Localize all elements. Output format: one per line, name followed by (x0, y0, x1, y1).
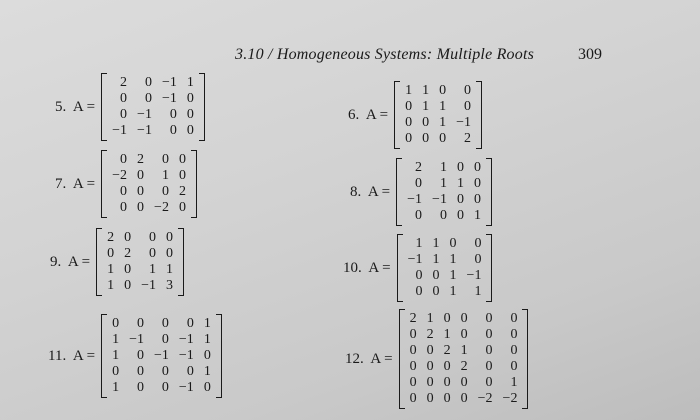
matrix-table (403, 236, 487, 300)
matrix-entry: −2 (502, 391, 518, 406)
matrix-entry: 1 (422, 83, 430, 98)
problem-label: 11. A = (48, 347, 96, 364)
matrix-entry: 0 (426, 359, 434, 374)
matrix-entry: 2 (464, 131, 472, 146)
matrix-entry: 1 (166, 262, 174, 277)
matrix-entry: 0 (439, 83, 447, 98)
matrix-entry: 1 (432, 252, 440, 267)
matrix-entry: 0 (405, 99, 413, 114)
matrix-entry: 1 (473, 208, 481, 223)
matrix-entry: 0 (510, 343, 518, 358)
matrix-entry: 0 (161, 364, 169, 379)
matrix-entry: 0 (166, 246, 174, 261)
matrix-row (403, 284, 487, 300)
matrix-row (102, 278, 178, 294)
matrix-entry: 1 (456, 176, 464, 191)
matrix-table (107, 316, 216, 396)
matrix-entry: 2 (178, 184, 186, 199)
matrix-entry: −1 (137, 123, 152, 138)
matrix-entry: 0 (409, 359, 417, 374)
matrix-entry: 0 (443, 375, 451, 390)
matrix-entry: 0 (161, 316, 169, 331)
matrix-entry: 0 (186, 364, 194, 379)
matrix-entry: 0 (422, 131, 430, 146)
matrix-entry: 0 (426, 375, 434, 390)
matrix-row (102, 230, 178, 246)
matrix-entry: 0 (485, 375, 493, 390)
matrix-entry: 2 (107, 230, 115, 245)
matrix-entry: 0 (178, 168, 186, 183)
matrix-entry: −1 (141, 278, 157, 293)
matrix-entry: 1 (203, 364, 211, 379)
matrix-row (107, 184, 191, 200)
matrix-row (402, 208, 486, 224)
matrix-row (403, 268, 487, 284)
matrix-entry: −1 (161, 75, 177, 90)
matrix-table (107, 152, 191, 216)
matrix-entry: 1 (432, 236, 440, 251)
matrix-entry: −2 (154, 200, 169, 215)
problem-7 (55, 150, 197, 218)
matrix-entry: 0 (149, 230, 157, 245)
matrix-entry: −1 (466, 268, 482, 283)
matrix-row (403, 252, 487, 268)
matrix-entry: 1 (449, 268, 457, 283)
matrix-entry: 1 (107, 262, 115, 277)
problem-9 (50, 228, 184, 296)
matrix-entry: 2 (137, 152, 145, 167)
matrix-entry: 0 (144, 91, 152, 106)
matrix-entry: 0 (137, 380, 144, 395)
matrix-entry: 0 (149, 246, 157, 261)
matrix-entry: 0 (186, 91, 194, 106)
problem-label: 8. A = (350, 183, 391, 200)
matrix-entry: 0 (112, 316, 120, 331)
matrix-row (107, 168, 191, 184)
matrix-entry: 0 (107, 246, 115, 261)
matrix-entry: 1 (161, 168, 169, 183)
matrix-row (107, 364, 216, 380)
matrix-entry: 0 (137, 348, 144, 363)
matrix-entry: 1 (443, 327, 451, 342)
matrix-entry: −1 (456, 115, 472, 130)
matrix-entry: 0 (456, 208, 464, 223)
matrix-entry: −1 (137, 107, 152, 122)
matrix (396, 158, 492, 226)
matrix-entry: 0 (409, 391, 417, 406)
matrix-entry: 0 (432, 268, 440, 283)
matrix-entry: 1 (439, 99, 447, 114)
matrix-entry: 1 (449, 284, 457, 299)
matrix-entry: 0 (409, 375, 417, 390)
matrix-entry: 0 (485, 359, 493, 374)
matrix-entry: 0 (186, 123, 194, 138)
matrix-entry: 1 (439, 115, 447, 130)
matrix-entry: −1 (178, 348, 194, 363)
matrix-entry: 1 (203, 332, 211, 347)
matrix-row (402, 192, 486, 208)
matrix-row (400, 83, 476, 99)
matrix-entry: 0 (137, 168, 145, 183)
matrix-entry: 1 (439, 176, 447, 191)
matrix-entry: 0 (166, 230, 174, 245)
matrix-entry: 0 (460, 327, 468, 342)
matrix-entry: 0 (485, 327, 493, 342)
problem-label: 6. A = (348, 106, 389, 123)
matrix-entry: 1 (112, 380, 120, 395)
matrix-entry: 1 (510, 375, 518, 390)
matrix-entry: 1 (426, 311, 434, 326)
matrix-entry: 0 (426, 343, 434, 358)
matrix-table (102, 230, 178, 294)
matrix-entry: 0 (169, 123, 177, 138)
matrix-entry: 0 (203, 380, 211, 395)
problem-label: 5. A = (55, 98, 96, 115)
matrix-row (107, 75, 199, 91)
matrix-entry: 0 (137, 184, 145, 199)
matrix-entry: 2 (460, 359, 468, 374)
matrix-entry: 0 (161, 380, 169, 395)
matrix (96, 228, 184, 296)
matrix-row (405, 391, 523, 407)
matrix-entry: 1 (439, 160, 447, 175)
matrix-row (107, 316, 216, 332)
matrix-entry: 0 (144, 75, 152, 90)
matrix-row (400, 131, 476, 147)
matrix (399, 309, 529, 409)
problem-8 (350, 158, 492, 226)
matrix-entry: −1 (129, 332, 144, 347)
matrix-entry: 2 (120, 75, 128, 90)
matrix-row (102, 246, 178, 262)
problem-label: 12. A = (345, 350, 393, 367)
matrix-entry: 0 (426, 391, 434, 406)
matrix-entry: 0 (169, 107, 177, 122)
matrix-entry: 0 (186, 107, 194, 122)
matrix-entry: −1 (112, 123, 128, 138)
matrix-entry: 2 (409, 311, 417, 326)
problem-6 (348, 81, 482, 149)
matrix-entry: 0 (186, 316, 194, 331)
matrix-row (405, 327, 523, 343)
matrix-table (402, 160, 486, 224)
matrix-entry: 0 (161, 184, 169, 199)
matrix-entry: 0 (422, 115, 430, 130)
matrix-row (107, 200, 191, 216)
matrix-entry: 0 (120, 184, 128, 199)
matrix-entry: 0 (161, 332, 169, 347)
matrix-entry: 0 (415, 176, 423, 191)
matrix-entry: 0 (443, 391, 451, 406)
matrix-entry: 0 (178, 152, 186, 167)
matrix-entry: 1 (474, 284, 482, 299)
matrix-entry: 0 (449, 236, 457, 251)
matrix-entry: 0 (124, 262, 132, 277)
matrix-entry: 0 (443, 311, 451, 326)
matrix-entry: 0 (137, 364, 144, 379)
matrix-entry: −1 (161, 91, 177, 106)
matrix-row (405, 375, 523, 391)
matrix-entry: −1 (407, 192, 423, 207)
problem-label: 7. A = (55, 175, 96, 192)
matrix-entry: 0 (460, 311, 468, 326)
matrix-entry: 0 (485, 343, 493, 358)
matrix-entry: 0 (473, 176, 481, 191)
matrix-table (400, 83, 476, 147)
matrix-row (400, 99, 476, 115)
matrix-entry: 0 (405, 115, 413, 130)
matrix-entry: −1 (154, 348, 169, 363)
matrix-entry: 0 (120, 200, 128, 215)
matrix-entry: 0 (439, 131, 447, 146)
matrix-entry: 0 (161, 152, 169, 167)
matrix-entry: 0 (456, 192, 464, 207)
matrix-entry: 0 (473, 192, 481, 207)
matrix-entry: 2 (443, 343, 451, 358)
matrix-entry: −2 (112, 168, 128, 183)
matrix-entry: 0 (473, 160, 481, 175)
matrix-row (107, 91, 199, 107)
matrix-entry: 1 (112, 332, 120, 347)
matrix-entry: 0 (474, 252, 482, 267)
matrix (101, 150, 197, 218)
matrix-row (107, 152, 191, 168)
matrix-entry: 1 (186, 75, 194, 90)
problem-5 (55, 73, 205, 141)
matrix-entry: 1 (449, 252, 457, 267)
page-title: 3.10 / Homogeneous Systems: Multiple Roots (235, 46, 535, 63)
matrix-entry: 0 (112, 364, 120, 379)
matrix-row (405, 343, 523, 359)
matrix-row (402, 160, 486, 176)
matrix-entry: 0 (460, 375, 468, 390)
matrix (101, 314, 222, 398)
matrix-entry: 0 (415, 268, 423, 283)
matrix-entry: −1 (178, 380, 194, 395)
matrix-entry: 0 (510, 359, 518, 374)
matrix-row (405, 359, 523, 375)
problem-11 (48, 314, 222, 398)
matrix-entry: 0 (120, 91, 128, 106)
matrix-entry: 0 (120, 152, 128, 167)
page-number: 309 (578, 46, 602, 63)
matrix-entry: 0 (124, 278, 132, 293)
matrix-entry: 2 (415, 160, 423, 175)
matrix-row (107, 348, 216, 364)
matrix-entry: 1 (112, 348, 120, 363)
matrix-entry: 0 (456, 160, 464, 175)
matrix (101, 73, 205, 141)
matrix-entry: 0 (124, 230, 132, 245)
problem-label: 10. A = (343, 259, 391, 276)
matrix-entry: 0 (460, 391, 468, 406)
matrix-entry: 1 (203, 316, 211, 331)
matrix (397, 234, 493, 302)
matrix-row (402, 176, 486, 192)
matrix-entry: 0 (415, 208, 423, 223)
matrix-row (107, 107, 199, 123)
matrix-entry: 0 (510, 311, 518, 326)
matrix-entry: −1 (407, 252, 423, 267)
matrix-entry: 3 (166, 278, 174, 293)
matrix (394, 81, 482, 149)
matrix-entry: 0 (464, 83, 472, 98)
matrix-entry: 1 (422, 99, 430, 114)
matrix-entry: 1 (460, 343, 468, 358)
problem-10 (343, 234, 492, 302)
problem-12 (345, 309, 528, 409)
matrix-row (107, 123, 199, 139)
matrix-entry: 2 (426, 327, 434, 342)
matrix-entry: 0 (464, 99, 472, 114)
matrix-row (107, 380, 216, 396)
matrix-entry: 0 (409, 327, 417, 342)
matrix-entry: 1 (149, 262, 157, 277)
matrix-entry: 0 (474, 236, 482, 251)
matrix-row (400, 115, 476, 131)
matrix-entry: 0 (485, 311, 493, 326)
matrix-entry: −1 (432, 192, 447, 207)
matrix-entry: 1 (405, 83, 413, 98)
matrix-entry: 0 (432, 284, 440, 299)
matrix-entry: 0 (405, 131, 413, 146)
matrix-entry: 0 (415, 284, 423, 299)
matrix-entry: 0 (510, 327, 518, 342)
matrix-entry: 0 (120, 107, 128, 122)
matrix-entry: 0 (409, 343, 417, 358)
matrix-entry: 1 (415, 236, 423, 251)
matrix-row (403, 236, 487, 252)
matrix-row (107, 332, 216, 348)
matrix-entry: −1 (178, 332, 194, 347)
matrix-entry: 0 (443, 359, 451, 374)
matrix-entry: 2 (124, 246, 132, 261)
problem-label: 9. A = (50, 253, 91, 270)
matrix-entry: 0 (439, 208, 447, 223)
matrix-entry: 1 (107, 278, 115, 293)
matrix-row (102, 262, 178, 278)
matrix-entry: −2 (477, 391, 493, 406)
matrix-entry: 0 (203, 348, 211, 363)
matrix-table (405, 311, 523, 407)
matrix-entry: 0 (178, 200, 186, 215)
matrix-table (107, 75, 199, 139)
matrix-entry: 0 (137, 316, 144, 331)
matrix-entry: 0 (137, 200, 145, 215)
matrix-row (405, 311, 523, 327)
